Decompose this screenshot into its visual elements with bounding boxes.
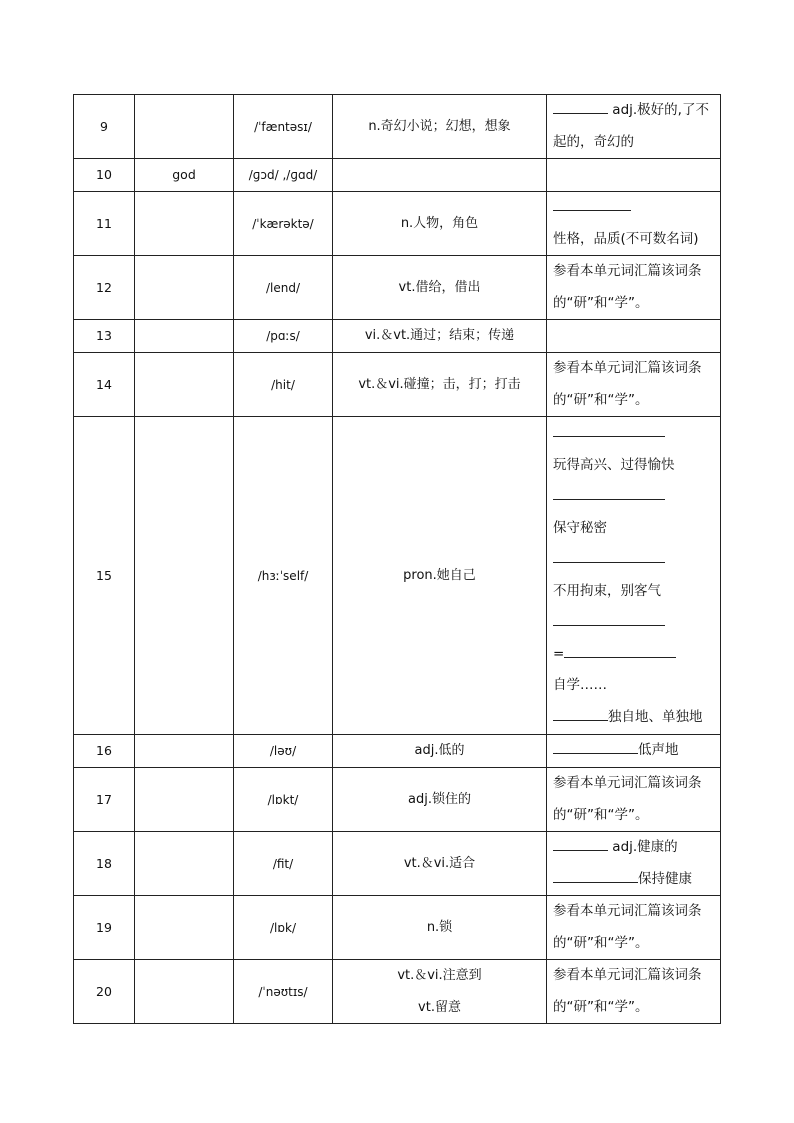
answer-blank[interactable] (553, 418, 665, 437)
note-text: 的“研”和“学”。 (553, 294, 649, 311)
note-line (553, 481, 714, 513)
table-row (74, 832, 721, 896)
answer-blank[interactable] (553, 864, 638, 883)
note-text: 保持健康 (638, 870, 692, 887)
note-text: 保守秘密 (553, 519, 607, 536)
phonetic-cell: /ˈnəʊtɪs/ (234, 960, 333, 1024)
note-line (553, 928, 714, 960)
answer-blank[interactable] (564, 639, 676, 658)
word-cell (135, 960, 234, 1024)
note-text: adj.健康的 (608, 839, 678, 855)
meaning-text: n.人物，角色 (400, 215, 479, 231)
table-row (74, 159, 721, 192)
notes-cell (547, 256, 721, 320)
note-text: 参看本单元词汇篇该词条 (553, 967, 702, 983)
vocabulary-sheet (73, 94, 721, 1024)
note-line (553, 288, 714, 320)
phonetic-cell: /hɜːˈself/ (234, 417, 333, 735)
meaning-cell (333, 353, 547, 417)
note-line (553, 385, 714, 417)
note-text: 的“研”和“学”。 (553, 998, 649, 1015)
note-text: 低声地 (638, 742, 679, 759)
meaning-text: vt.＆vi.适合 (403, 855, 476, 871)
answer-blank[interactable] (553, 481, 665, 500)
meaning-text: pron.她自己 (403, 567, 476, 583)
notes-cell (547, 417, 721, 735)
meaning-cell (333, 256, 547, 320)
row-number: 19 (74, 896, 135, 960)
table-row (74, 95, 721, 159)
answer-blank[interactable] (553, 95, 608, 114)
meaning-cell (333, 95, 547, 159)
note-text: 玩得高兴、过得愉快 (553, 456, 675, 473)
note-text: 参看本单元词汇篇该词条 (553, 775, 702, 791)
note-text: 的“研”和“学”。 (553, 934, 649, 951)
table-row (74, 417, 721, 735)
meaning-cell (333, 320, 547, 353)
meaning-cell (333, 960, 547, 1024)
vocabulary-table (73, 94, 721, 1024)
phonetic-cell: /hit/ (234, 353, 333, 417)
meaning-text (339, 159, 540, 191)
meaning-text: vi.＆vt.通过；结束；传递 (364, 328, 515, 344)
note-line (553, 607, 714, 639)
row-number: 12 (74, 256, 135, 320)
note-text: 参看本单元词汇篇该词条 (553, 903, 702, 919)
meaning-text: vt.借给，借出 (398, 279, 481, 295)
table-row (74, 768, 721, 832)
meaning-text: adj.锁住的 (408, 791, 471, 807)
note-text: 自学…… (553, 677, 607, 693)
word-cell (135, 896, 234, 960)
table-row (74, 896, 721, 960)
table-row (74, 320, 721, 353)
meaning-cell (333, 735, 547, 768)
note-text: 不用拘束，别客气 (553, 582, 661, 599)
table-row (74, 735, 721, 768)
answer-blank[interactable] (553, 832, 608, 851)
notes-cell (547, 95, 721, 159)
phonetic-cell: /lɒk/ (234, 896, 333, 960)
row-number: 14 (74, 353, 135, 417)
phonetic-cell: /pɑːs/ (234, 320, 333, 353)
note-line (553, 576, 714, 608)
note-text: 参看本单元词汇篇该词条 (553, 263, 702, 279)
answer-blank[interactable] (553, 735, 638, 754)
answer-blank[interactable] (553, 607, 665, 626)
meaning-cell (333, 159, 547, 192)
word-cell (135, 192, 234, 256)
phonetic-cell: /ləʊ/ (234, 735, 333, 768)
answer-blank[interactable] (553, 702, 608, 721)
phonetic-cell: /lend/ (234, 256, 333, 320)
meaning-text: vt.＆vi.碰撞；击，打；打击 (358, 376, 521, 392)
meaning-text: n.奇幻小说；幻想，想象 (368, 118, 511, 134)
notes-cell (547, 832, 721, 896)
note-line (553, 864, 714, 896)
word-cell (135, 417, 234, 735)
note-line (553, 224, 714, 256)
word-cell (135, 95, 234, 159)
note-line (553, 418, 714, 450)
note-line (553, 670, 714, 702)
table-row (74, 192, 721, 256)
word-cell (135, 768, 234, 832)
note-prefix: = (553, 645, 565, 662)
phonetic-cell: /ɡɔd/ ,/ɡɑd/ (234, 159, 333, 192)
notes-cell (547, 735, 721, 768)
answer-blank[interactable] (553, 544, 665, 563)
word-cell (135, 353, 234, 417)
meaning-text: vt.留意 (418, 999, 461, 1015)
note-text: 性格，品质(不可数名词) (553, 230, 699, 247)
note-line (553, 544, 714, 576)
row-number: 9 (74, 95, 135, 159)
note-line (553, 127, 714, 159)
table-row (74, 256, 721, 320)
word-cell (135, 320, 234, 353)
meaning-cell (333, 417, 547, 735)
row-number: 20 (74, 960, 135, 1024)
note-line (553, 639, 714, 671)
table-row (74, 353, 721, 417)
row-number: 11 (74, 192, 135, 256)
meaning-cell (333, 192, 547, 256)
notes-cell (547, 192, 721, 256)
note-line (553, 192, 714, 224)
note-line (553, 702, 714, 734)
note-text: 的“研”和“学”。 (553, 391, 649, 408)
word-cell (135, 735, 234, 768)
note-line (553, 768, 714, 800)
note-line (553, 450, 714, 482)
note-line (553, 256, 714, 288)
note-line (553, 353, 714, 385)
row-number: 16 (74, 735, 135, 768)
notes-cell (547, 320, 721, 353)
notes-cell (547, 768, 721, 832)
row-number: 17 (74, 768, 135, 832)
notes-cell (547, 159, 721, 192)
meaning-cell (333, 896, 547, 960)
meaning-text: vt.＆vi.注意到 (397, 968, 482, 983)
note-text: 独自地、单独地 (608, 708, 703, 725)
note-text: 参看本单元词汇篇该词条 (553, 360, 702, 376)
row-number: 10 (74, 159, 135, 192)
note-line (553, 95, 714, 127)
word-cell (135, 256, 234, 320)
word-cell (135, 832, 234, 896)
meaning-text: n.锁 (426, 919, 453, 935)
note-text: 起的，奇幻的 (553, 133, 634, 150)
word-cell: god (135, 159, 234, 192)
phonetic-cell: /lɒkt/ (234, 768, 333, 832)
answer-blank[interactable] (553, 192, 631, 211)
notes-cell (547, 353, 721, 417)
meaning-cell (333, 832, 547, 896)
meaning-cell (333, 768, 547, 832)
phonetic-cell: /ˈfæntəsɪ/ (234, 95, 333, 159)
note-line (553, 896, 714, 928)
phonetic-cell: /ˈkærəktə/ (234, 192, 333, 256)
note-text: 的“研”和“学”。 (553, 806, 649, 823)
table-row (74, 960, 721, 1024)
row-number: 13 (74, 320, 135, 353)
note-text: adj.极好的,了不 (608, 102, 709, 118)
note-line (553, 800, 714, 832)
meaning-text: adj.低的 (414, 743, 465, 759)
notes-cell (547, 896, 721, 960)
row-number: 15 (74, 417, 135, 735)
notes-cell (547, 960, 721, 1024)
phonetic-cell: /fit/ (234, 832, 333, 896)
note-line (553, 513, 714, 545)
row-number: 18 (74, 832, 135, 896)
note-line (553, 735, 714, 767)
note-line (553, 960, 714, 992)
note-line (553, 832, 714, 864)
note-line (553, 992, 714, 1024)
